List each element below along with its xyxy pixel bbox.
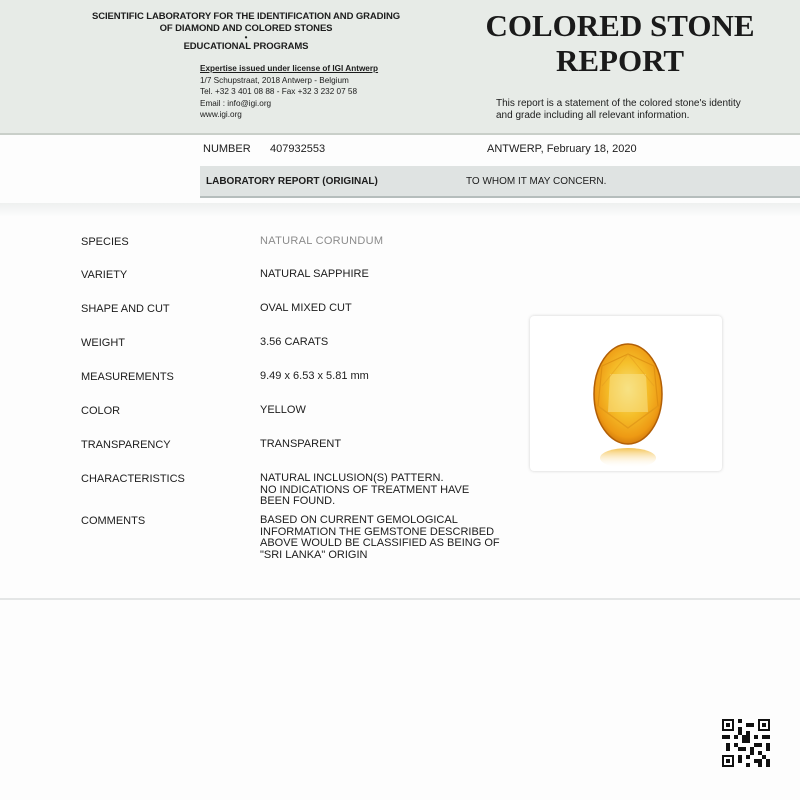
variety-label: VARIETY <box>81 269 128 281</box>
lab-line: OF DIAMOND AND COLORED STONES <box>159 23 333 34</box>
comments-value: BASED ON CURRENT GEMOLOGICAL INFORMATION THE GEMSTONE DESCRIBED ABOVE WOULD BE CLASSIFIED AS BEING OF "SRI LANKA" ORIGIN <box>260 514 500 561</box>
color-label: COLOR <box>81 405 121 417</box>
email-line: Email : info@igi.org <box>200 98 272 108</box>
qr-code-icon <box>722 719 770 767</box>
phone-line: Tel. +32 3 401 08 88 - Fax +32 3 232 07 58 <box>200 87 358 96</box>
number-label: NUMBER <box>203 143 251 155</box>
variety-value: NATURAL SAPPHIRE <box>260 268 369 280</box>
report-statement: This report is a statement of the colored stone's identity and grade including all relevant information. <box>496 98 741 121</box>
color-value: YELLOW <box>260 404 306 416</box>
contact-block <box>200 63 378 121</box>
shape-value: OVAL MIXED CUT <box>260 302 352 314</box>
transparency-value: TRANSPARENT <box>260 438 342 450</box>
species-value: NATURAL CORUNDUM <box>260 235 384 247</box>
lab-line: EDUCATIONAL PROGRAMS <box>183 41 309 52</box>
website-line: www.igi.org <box>200 110 242 119</box>
gem-photo-icon <box>530 316 722 471</box>
gem-photo-card <box>530 316 722 471</box>
transparency-label: TRANSPARENCY <box>81 439 171 451</box>
lab-line: SCIENTIFIC LABORATORY FOR THE IDENTIFICATION AND GRADING <box>91 11 401 22</box>
place-date: ANTWERP, February 18, 2020 <box>487 143 637 155</box>
addressee: TO WHOM IT MAY CONCERN. <box>466 176 607 187</box>
measurements-value: 9.49 x 6.53 x 5.81 mm <box>260 370 369 382</box>
report-number: 407932553 <box>270 143 326 155</box>
measurements-label: MEASUREMENTS <box>81 371 174 383</box>
comments-label: COMMENTS <box>81 515 146 527</box>
report-title <box>470 8 770 78</box>
laboratory-description <box>60 11 432 53</box>
address-line: 1/7 Schupstraat, 2018 Antwerp - Belgium <box>200 75 349 85</box>
separator-dot: • <box>244 33 248 42</box>
fold-shadow <box>0 203 800 217</box>
report-type-band <box>200 166 800 198</box>
characteristics-value: NATURAL INCLUSION(S) PATTERN. NO INDICATIONS OF TREATMENT HAVE BEEN FOUND. <box>260 472 470 507</box>
header-divider <box>0 133 800 135</box>
weight-value: 3.56 CARATS <box>260 336 329 348</box>
report-header <box>0 0 800 135</box>
report-title-line-1: COLORED STONE <box>485 8 755 43</box>
shape-label: SHAPE AND CUT <box>81 303 170 315</box>
characteristics-label: CHARACTERISTICS <box>81 473 185 485</box>
expertise-line: Expertise issued under license of IGI Antwerp <box>200 64 379 73</box>
paper-fold-line <box>0 598 800 600</box>
report-type: LABORATORY REPORT (ORIGINAL) <box>206 176 378 187</box>
report-title-line-2: REPORT <box>555 43 685 78</box>
weight-label: WEIGHT <box>81 337 125 349</box>
species-label: SPECIES <box>81 236 129 248</box>
